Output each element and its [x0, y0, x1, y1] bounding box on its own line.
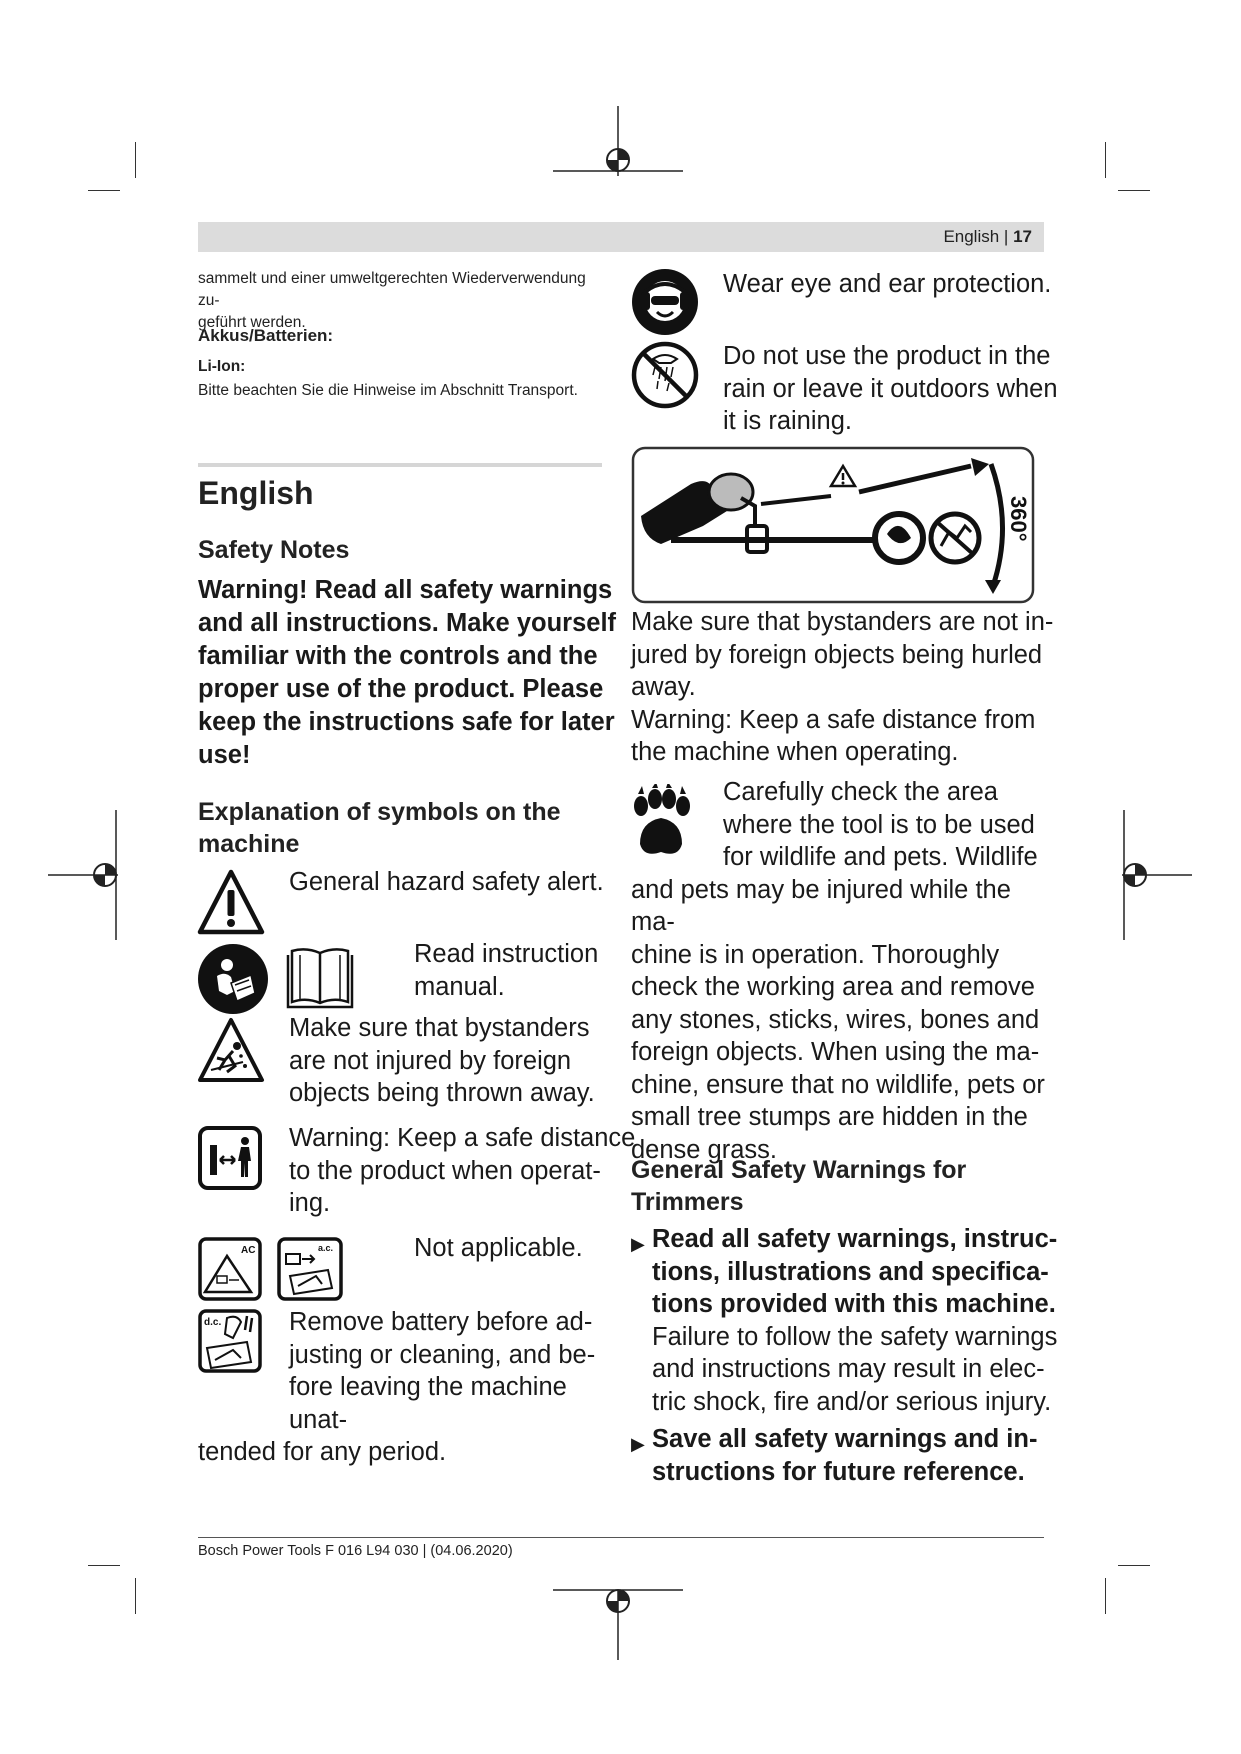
text-line: manual.	[414, 972, 505, 1001]
hazard-triangle-icon	[197, 868, 265, 936]
text-line: Make sure that bystanders	[289, 1014, 590, 1042]
text-line: are not injured by foreign	[289, 1046, 572, 1075]
text-line: Read instruction	[414, 940, 599, 968]
bullet-arrow-icon: ▶	[631, 1234, 645, 1254]
li-ion-label: Li-Ion:	[198, 358, 246, 375]
text-line: objects being thrown away.	[289, 1079, 595, 1107]
text-line: Save all safety warnings and in-	[652, 1425, 1038, 1453]
text-line: foreign objects. When using the ma-	[631, 1038, 1040, 1066]
eye-ear-text: Wear eye and ear protection.	[723, 270, 1052, 298]
text-line: jured by foreign objects being hurled	[631, 640, 1043, 669]
text-line: justing or cleaning, and be-	[289, 1340, 596, 1369]
crop-mark	[1118, 190, 1150, 191]
text-line: and instructions may result in elec-	[652, 1355, 1045, 1383]
ac-power-icon	[197, 1236, 263, 1302]
text-line: the machine when operating.	[631, 738, 959, 766]
distance-text	[289, 1122, 635, 1220]
section-title: English	[198, 475, 314, 511]
warning-block	[198, 574, 618, 772]
thrown-objects-warning-icon	[197, 1016, 265, 1084]
text-line: fore leaving the machine unat-	[289, 1373, 567, 1434]
book-icon	[284, 945, 356, 1011]
text-line: it is raining.	[723, 407, 852, 435]
text-line: sammelt und einer umweltgerechten Wiederverwendung zu-	[198, 270, 586, 309]
text-line: and pets may be injured while the ma-	[631, 875, 1011, 936]
text-line: check the working area and remove	[631, 973, 1035, 1001]
text-line: Make sure that bystanders are not in-	[631, 608, 1054, 636]
warning-line: and all instructions. Make yourself	[198, 609, 617, 637]
rain-text	[723, 340, 1058, 438]
page-header	[198, 222, 1044, 252]
text-line: Read all safety warnings, instruc-	[652, 1225, 1058, 1253]
registration-mark-icon	[1112, 810, 1192, 940]
safety-notes-title: Safety Notes	[198, 536, 350, 564]
crop-mark	[1105, 142, 1106, 178]
text-line: Warning: Keep a safe distance	[289, 1124, 636, 1152]
registration-mark-icon	[553, 1560, 683, 1660]
warning-line: proper use of the product. Please	[198, 675, 604, 703]
text-line: to the product when operat-	[289, 1156, 601, 1185]
read-manual-icon	[197, 943, 269, 1015]
page-footer: Bosch Power Tools F 016 L94 030 | (04.06.2020)	[198, 1543, 513, 1559]
manual-text	[414, 938, 598, 1003]
text-line: tions provided with this machine.	[652, 1290, 1056, 1318]
crop-mark	[1118, 1565, 1150, 1566]
text-line: small tree stumps are hidden in the	[631, 1103, 1028, 1131]
rotation-label: 360°	[1006, 496, 1031, 542]
not-applicable-text: Not applicable.	[414, 1234, 583, 1262]
crop-mark	[135, 142, 136, 178]
text-line: Remove battery before ad-	[289, 1308, 593, 1336]
dc-label: d.c.	[204, 1317, 222, 1328]
text-line: chine, ensure that no wildlife, pets or	[631, 1070, 1045, 1099]
trimmer-360-diagram-icon	[631, 446, 1035, 604]
header-language: English	[943, 227, 1000, 246]
general-warnings-heading	[631, 1154, 966, 1218]
heading-line: Explanation of symbols on the	[198, 798, 561, 826]
registration-mark-icon	[48, 810, 128, 940]
text-line: structions for future reference.	[652, 1457, 1025, 1486]
eye-ear-protection-icon	[631, 268, 699, 336]
text-line: rain or leave it outdoors when	[723, 374, 1058, 403]
ac-label: AC	[241, 1245, 256, 1256]
hurled-text	[631, 606, 1053, 769]
hazard-text: General hazard safety alert.	[289, 868, 604, 896]
heading-line: General Safety Warnings for	[631, 1156, 967, 1184]
text-line: chine is in operation. Thoroughly	[631, 940, 1000, 969]
warning-line: Warning! Read all safety warnings	[198, 576, 613, 604]
text-line: Failure to follow the safety warnings	[652, 1322, 1058, 1351]
text-line: where the tool is to be used	[723, 810, 1035, 839]
bullet-item	[652, 1423, 1037, 1488]
warning-line: keep the instructions safe for later	[198, 708, 615, 736]
text-line: dense grass.	[631, 1135, 778, 1164]
header-text: English | 17	[943, 227, 1032, 246]
crop-mark	[88, 190, 120, 191]
no-rain-icon	[631, 341, 699, 409]
symbols-heading	[198, 796, 561, 860]
text-line: ing.	[289, 1189, 331, 1217]
registration-mark-icon	[553, 106, 683, 206]
section-divider	[198, 463, 602, 467]
footer-divider	[198, 1537, 1044, 1538]
battery-text	[198, 1306, 618, 1469]
bullet-arrow-icon: ▶	[631, 1434, 645, 1454]
bullet-item	[652, 1223, 1057, 1418]
ac-lower-label: a.c.	[318, 1243, 334, 1253]
wildlife-text	[631, 776, 1051, 1166]
text-line: Do not use the product in the	[723, 342, 1051, 370]
crop-mark	[135, 1578, 136, 1614]
warning-line: familiar with the controls and the	[198, 642, 598, 670]
text-line: Warning: Keep a safe distance from	[631, 705, 1036, 734]
text-line: any stones, sticks, wires, bones and	[631, 1005, 1040, 1034]
text-line: geführt werden.	[198, 314, 306, 331]
crop-mark	[1105, 1578, 1106, 1614]
heading-line: Trimmers	[631, 1188, 744, 1216]
heading-line: machine	[198, 830, 300, 858]
page-number: 17	[1013, 227, 1032, 246]
ac-unplug-icon	[276, 1236, 344, 1302]
warning-line: use!	[198, 741, 251, 769]
akkus-heading: Akkus/Batterien:	[198, 326, 334, 345]
transport-note: Bitte beachten Sie die Hinweise im Abschnitt Transport.	[198, 382, 578, 399]
text-line: for wildlife and pets. Wildlife	[723, 843, 1038, 871]
text-line: tions, illustrations and specifica-	[652, 1257, 1049, 1286]
safe-distance-icon	[197, 1125, 263, 1191]
text-line: tric shock, fire and/or serious injury.	[652, 1387, 1052, 1416]
text-line: tended for any period.	[198, 1438, 447, 1466]
bystanders-text	[289, 1012, 595, 1110]
crop-mark	[88, 1565, 120, 1566]
text-line: away.	[631, 673, 696, 701]
german-text	[198, 268, 608, 334]
text-line: Carefully check the area	[723, 778, 998, 806]
